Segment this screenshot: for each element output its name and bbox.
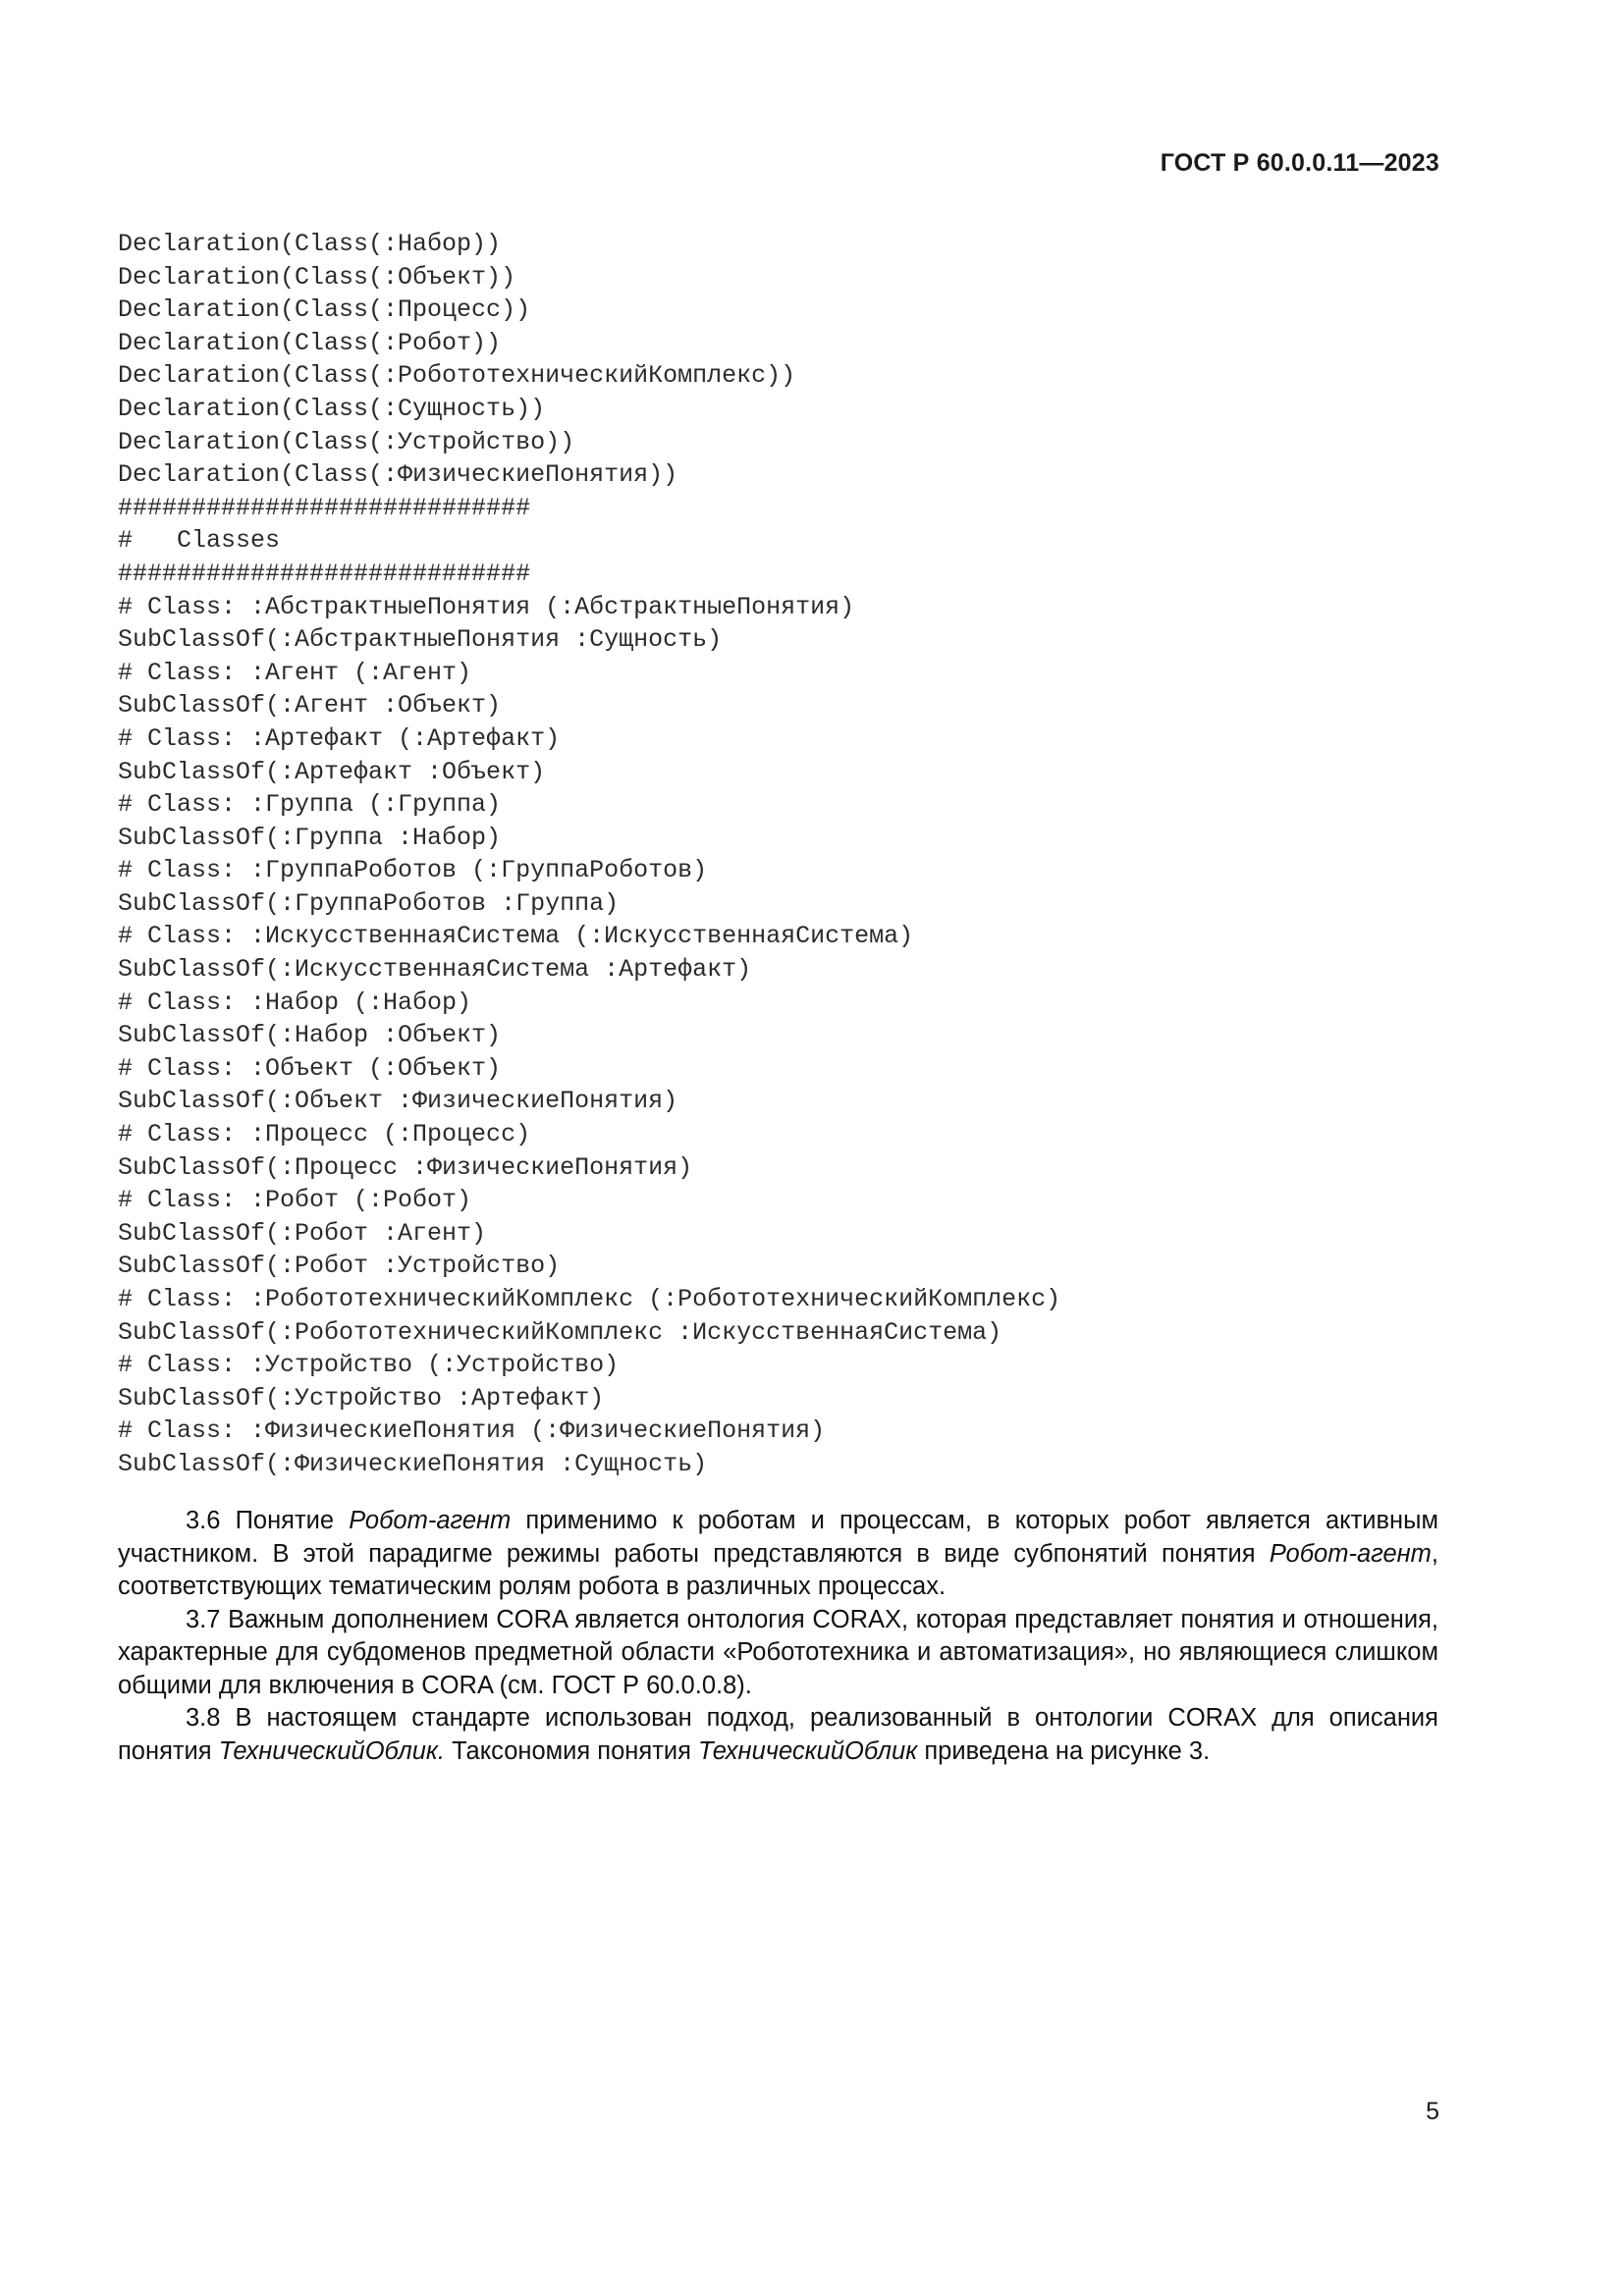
code-line: SubClassOf(:Набор :Объект) — [118, 1021, 502, 1050]
code-line: SubClassOf(:Устройство :Артефакт) — [118, 1383, 605, 1413]
code-line: # Class: :ГруппаРоботов (:ГруппаРоботов) — [118, 856, 708, 885]
code-line: Declaration(Class(:Устройство)) — [118, 427, 575, 456]
code-line: # Class: :Агент (:Агент) — [118, 658, 472, 687]
paragraph-text: , соответствующих тематическим ролям робота в различных процессах. — [118, 1539, 1438, 1600]
code-line: ############################ — [118, 559, 531, 588]
paragraph-text: 3.6 Понятие — [186, 1507, 350, 1534]
code-line: # Class: :ИскусственнаяСистема (:ИскусственнаяСистема) — [118, 922, 914, 951]
code-line: SubClassOf(:ГруппаРоботов :Группа) — [118, 888, 620, 918]
code-line: # Class: :Группа (:Группа) — [118, 790, 502, 820]
paragraph-3-8 — [118, 1702, 1438, 1768]
paragraph-text: Таксономия понятия — [445, 1736, 699, 1765]
code-line: SubClassOf(:Агент :Объект) — [118, 691, 502, 721]
code-line: # Class: :ФизическиеПонятия (:ФизическиеПонятия) — [118, 1416, 826, 1446]
page-number: 5 — [1426, 2098, 1439, 2125]
body-text — [118, 1505, 1438, 1768]
code-line: Declaration(Class(:Объект)) — [118, 262, 516, 292]
code-line: # Class: :Устройство (:Устройство) — [118, 1351, 620, 1380]
code-line: Declaration(Class(:Сущность)) — [118, 394, 546, 423]
code-line: Declaration(Class(:Робот)) — [118, 328, 502, 357]
emphasis-term: ТехническийОблик — [698, 1736, 918, 1765]
code-line: # Class: :АбстрактныеПонятия (:АбстрактныеПонятия) — [118, 592, 855, 621]
code-line: # Class: :Робот (:Робот) — [118, 1186, 472, 1215]
emphasis-term: Робот-агент — [1269, 1539, 1432, 1568]
paragraph-text: приведена на рисунке 3. — [917, 1736, 1211, 1765]
code-line: # Classes — [118, 526, 281, 556]
code-line: SubClassOf(:Объект :ФизическиеПонятия) — [118, 1087, 678, 1116]
paragraph-text: 3.8 В настоящем стандарте использован подход, реализованный в онтологии CORAX для описания понятия — [118, 1704, 1438, 1765]
code-line: # Class: :Объект (:Объект) — [118, 1053, 502, 1083]
code-line: # Class: :Набор (:Набор) — [118, 988, 472, 1017]
emphasis-term: Робот-агент — [349, 1507, 512, 1534]
code-line: SubClassOf(:Робот :Устройство) — [118, 1252, 561, 1281]
code-line: Declaration(Class(:РобототехническийКомплекс)) — [118, 361, 796, 391]
paragraph-3-6 — [118, 1505, 1438, 1604]
code-line: # Class: :Артефакт (:Артефакт) — [118, 723, 561, 753]
paragraph-text: применимо к роботам и процессам, в которых робот является активным участником. В этой парадигме режимы работы представляются в виде субпонятий понятия — [118, 1507, 1438, 1568]
code-line: SubClassOf(:Процесс :ФизическиеПонятия) — [118, 1152, 693, 1182]
code-line: # Class: :Процесс (:Процесс) — [118, 1120, 531, 1149]
code-line: Declaration(Class(:Набор)) — [118, 230, 502, 258]
code-line: SubClassOf(:РобототехническийКомплекс :ИскусственнаяСистема) — [118, 1317, 1002, 1347]
code-line: ############################ — [118, 493, 531, 522]
code-line: SubClassOf(:ФизическиеПонятия :Сущность) — [118, 1449, 708, 1478]
code-line: Declaration(Class(:ФизическиеПонятия)) — [118, 460, 678, 490]
code-line: SubClassOf(:ИскусственнаяСистема :Артефакт) — [118, 955, 752, 985]
document-header-standard-id: ГОСТ Р 60.0.0.11—2023 — [1160, 149, 1439, 177]
code-line: SubClassOf(:АбстрактныеПонятия :Сущность) — [118, 625, 723, 655]
code-line: # Class: :РобототехническийКомплекс (:РобототехническийКомплекс) — [118, 1285, 1061, 1313]
code-line: Declaration(Class(:Процесс)) — [118, 295, 531, 325]
code-line: SubClassOf(:Робот :Агент) — [118, 1218, 487, 1248]
emphasis-term: ТехническийОблик. — [218, 1736, 446, 1765]
paragraph-3-7: 3.7 Важным дополнением CORA является онтология CORAX, которая представляет понятия и отношения, характерные для субдоменов предметной области «Робототехника и автоматизация», но являющиеся слишком общими для включения в CORA (см. ГОСТ Р 60.0.0.8). — [118, 1605, 1438, 1699]
owl-code-listing — [118, 228, 1060, 1481]
code-line: SubClassOf(:Артефакт :Объект) — [118, 757, 546, 786]
code-line: SubClassOf(:Группа :Набор) — [118, 823, 502, 852]
